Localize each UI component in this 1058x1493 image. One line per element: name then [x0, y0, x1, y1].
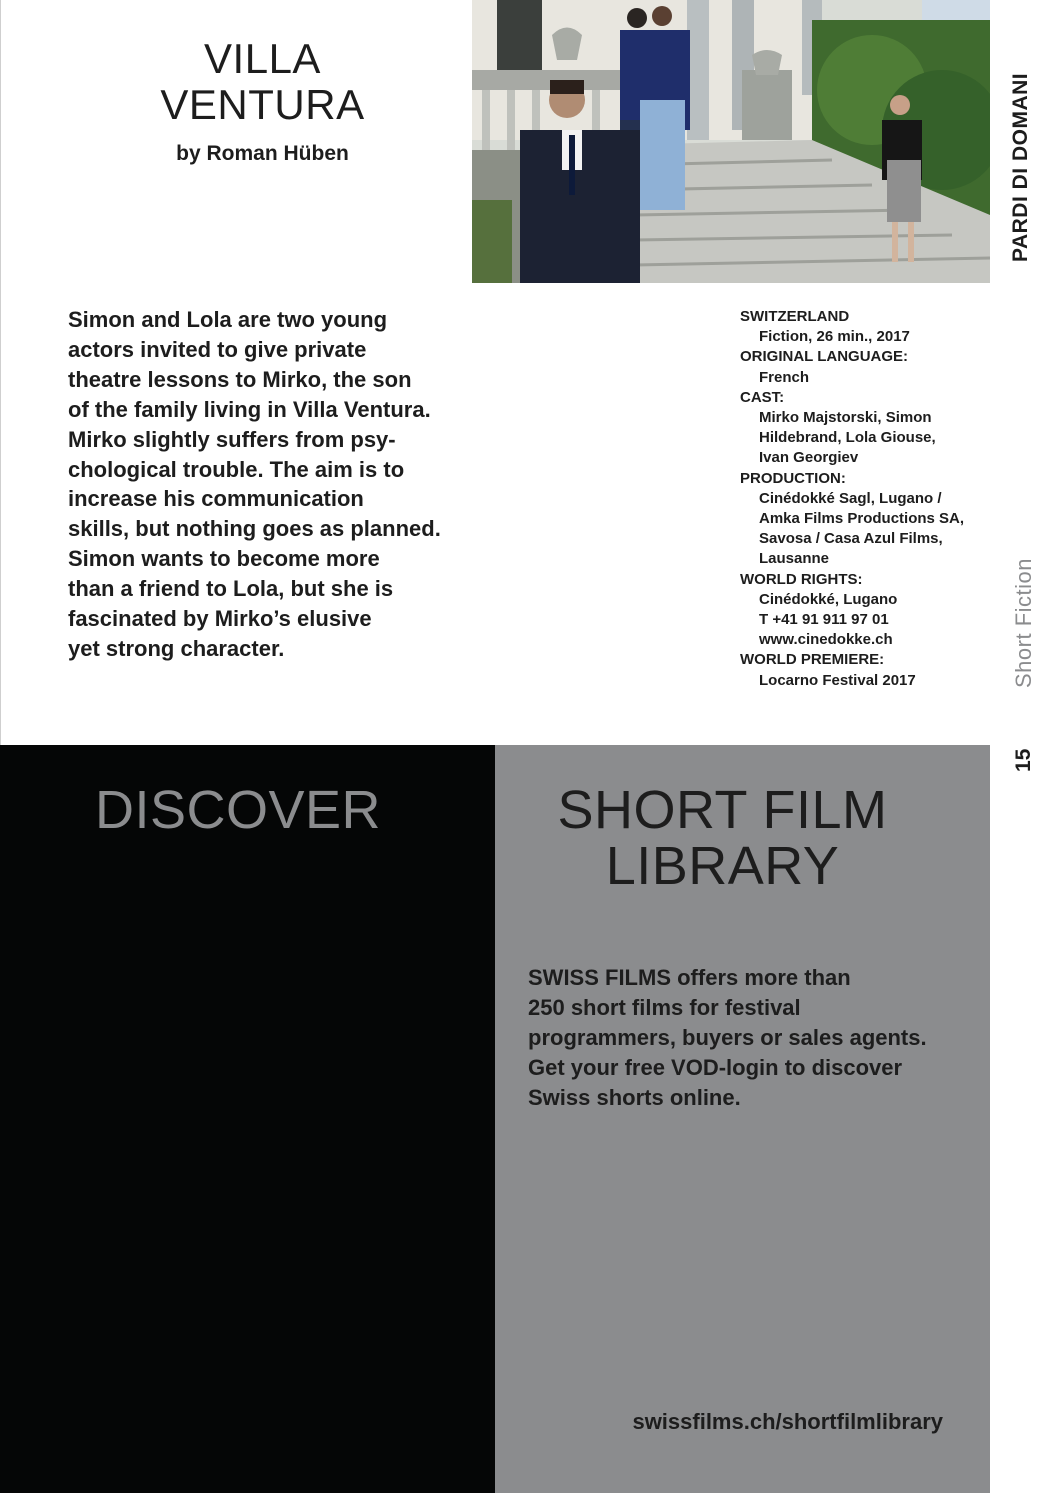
credit-label-cast: CAST: [740, 388, 785, 406]
library-panel [495, 745, 990, 1493]
library-text-line: SWISS FILMS offers more than [528, 965, 851, 990]
synopsis-line: fascinated by Mirko’s elusive [68, 606, 372, 632]
credit-label-world-rights: WORLD RIGHTS: [740, 570, 863, 588]
synopsis-line: skills, but nothing goes as planned. [68, 516, 441, 542]
film-credits [740, 307, 985, 691]
page-number: 15 [1012, 748, 1035, 772]
film-still-photo [472, 0, 990, 283]
category-label: Short Fiction [1011, 558, 1036, 688]
synopsis-line: yet strong character. [68, 635, 285, 661]
credit-value: T +41 91 911 97 01 [759, 611, 889, 629]
film-title-block [90, 36, 435, 166]
library-heading-line-2: LIBRARY [605, 836, 840, 896]
credit-value: Locarno Festival 2017 [759, 671, 916, 689]
film-title-line-2: VENTURA [160, 81, 365, 128]
library-text-line: 250 short films for festival [528, 995, 801, 1020]
film-director: by Roman Hüben [176, 142, 349, 165]
synopsis-line: of the family living in Villa Ventura. [68, 396, 431, 422]
credit-website-link[interactable]: www.cinedokke.ch [759, 631, 893, 649]
synopsis-line: increase his communication [68, 486, 364, 512]
synopsis-line: Simon wants to become more [68, 546, 380, 572]
credit-label-language: ORIGINAL LANGUAGE: [740, 348, 909, 366]
credit-label-world-premiere: WORLD PREMIERE: [740, 651, 885, 669]
credit-value: Mirko Majstorski, Simon [759, 409, 932, 427]
credit-value: Fiction, 26 min., 2017 [759, 328, 910, 346]
section-label: PARDI DI DOMANI [1009, 72, 1032, 262]
synopsis-line: Simon and Lola are two young [68, 307, 388, 332]
film-title-line-1: VILLA [204, 35, 321, 82]
synopsis-line: theatre lessons to Mirko, the son [68, 366, 412, 392]
film-synopsis [68, 305, 468, 664]
credit-value: Cinédokké, Lugano [759, 590, 898, 608]
synopsis-line: Mirko slightly suffers from psy- [68, 426, 396, 452]
library-text-line: programmers, buyers or sales agents. [528, 1025, 927, 1050]
library-url-link[interactable]: swissfilms.ch/shortfilmlibrary [632, 1409, 943, 1434]
credit-label-country: SWITZERLAND [740, 308, 850, 325]
discover-heading: DISCOVER [95, 780, 382, 840]
library-text-line: Swiss shorts online. [528, 1085, 741, 1110]
discover-panel [0, 745, 495, 1493]
credit-value: French [759, 368, 810, 386]
credit-value: Savosa / Casa Azul Films, [759, 530, 943, 548]
library-description [528, 963, 968, 1113]
page-edge-rule [0, 0, 1, 745]
credit-value: Cinédokké Sagl, Lugano / [759, 489, 942, 507]
film-title [90, 36, 435, 128]
library-heading [495, 782, 950, 894]
synopsis-line: actors invited to give private [68, 336, 367, 362]
synopsis-line: than a friend to Lola, but she is [68, 576, 394, 602]
credit-value: Ivan Georgiev [759, 449, 859, 467]
credit-value: Hildebrand, Lola Giouse, [759, 429, 936, 447]
library-heading-line-1: SHORT FILM [557, 780, 888, 840]
credit-label-production: PRODUCTION: [740, 469, 846, 487]
synopsis-line: chological trouble. The aim is to [68, 456, 405, 482]
credit-value: Lausanne [759, 550, 830, 568]
library-text-line: Get your free VOD-login to discover [528, 1055, 903, 1080]
credit-value: Amka Films Productions SA, [759, 510, 965, 528]
